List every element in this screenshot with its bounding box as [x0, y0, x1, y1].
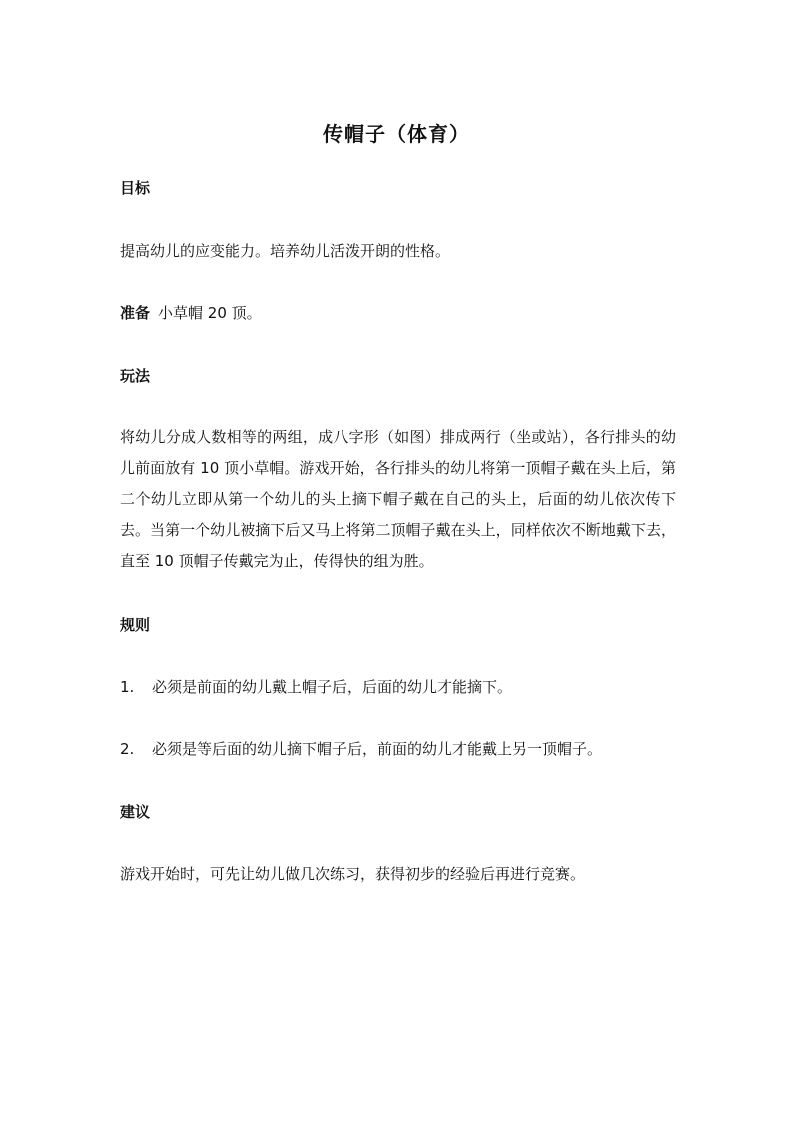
rule-item-1: [120, 675, 512, 699]
preparation-line: [120, 301, 262, 325]
rules-heading: 规则: [120, 616, 151, 634]
suggestion-text: 游戏开始时，可先让幼儿做几次练习，获得初步的经验后再进行竞赛。: [120, 865, 586, 883]
page-title: 传帽子（体育）: [323, 122, 470, 146]
goal-heading: 目标: [120, 179, 151, 197]
rule-number: 2.: [120, 740, 135, 758]
preparation-text: 小草帽 20 顶。: [158, 304, 262, 322]
rule-text: 必须是前面的幼儿戴上帽子后，后面的幼儿才能摘下。: [152, 678, 513, 696]
rule-text: 必须是等后面的幼儿摘下帽子后，前面的幼儿才能戴上另一顶帽子。: [152, 740, 603, 758]
preparation-label: 准备: [120, 304, 151, 322]
play-heading: 玩法: [120, 367, 151, 385]
rule-number: 1.: [120, 678, 135, 696]
rule-item-2: [120, 737, 602, 761]
goal-text: 提高幼儿的应变能力。培养幼儿活泼开朗的性格。: [120, 242, 451, 260]
suggestion-heading: 建议: [120, 803, 151, 821]
play-text: 将幼儿分成人数相等的两组，成八字形（如图）排成两行（坐或站），各行排头的幼儿前面放有 10 顶小草帽。游戏开始，各行排头的幼儿将第一顶帽子戴在头上后，第二个幼儿立即从第一个幼儿的头上摘下帽子戴在自己的头上，后面的幼儿依次传下去。当第一个幼儿被摘下后又马上将第二顶帽子戴在头上，同样依次不断地戴下去，直至 10 顶帽子传戴完为止，传得快的组为胜。: [120, 428, 676, 570]
